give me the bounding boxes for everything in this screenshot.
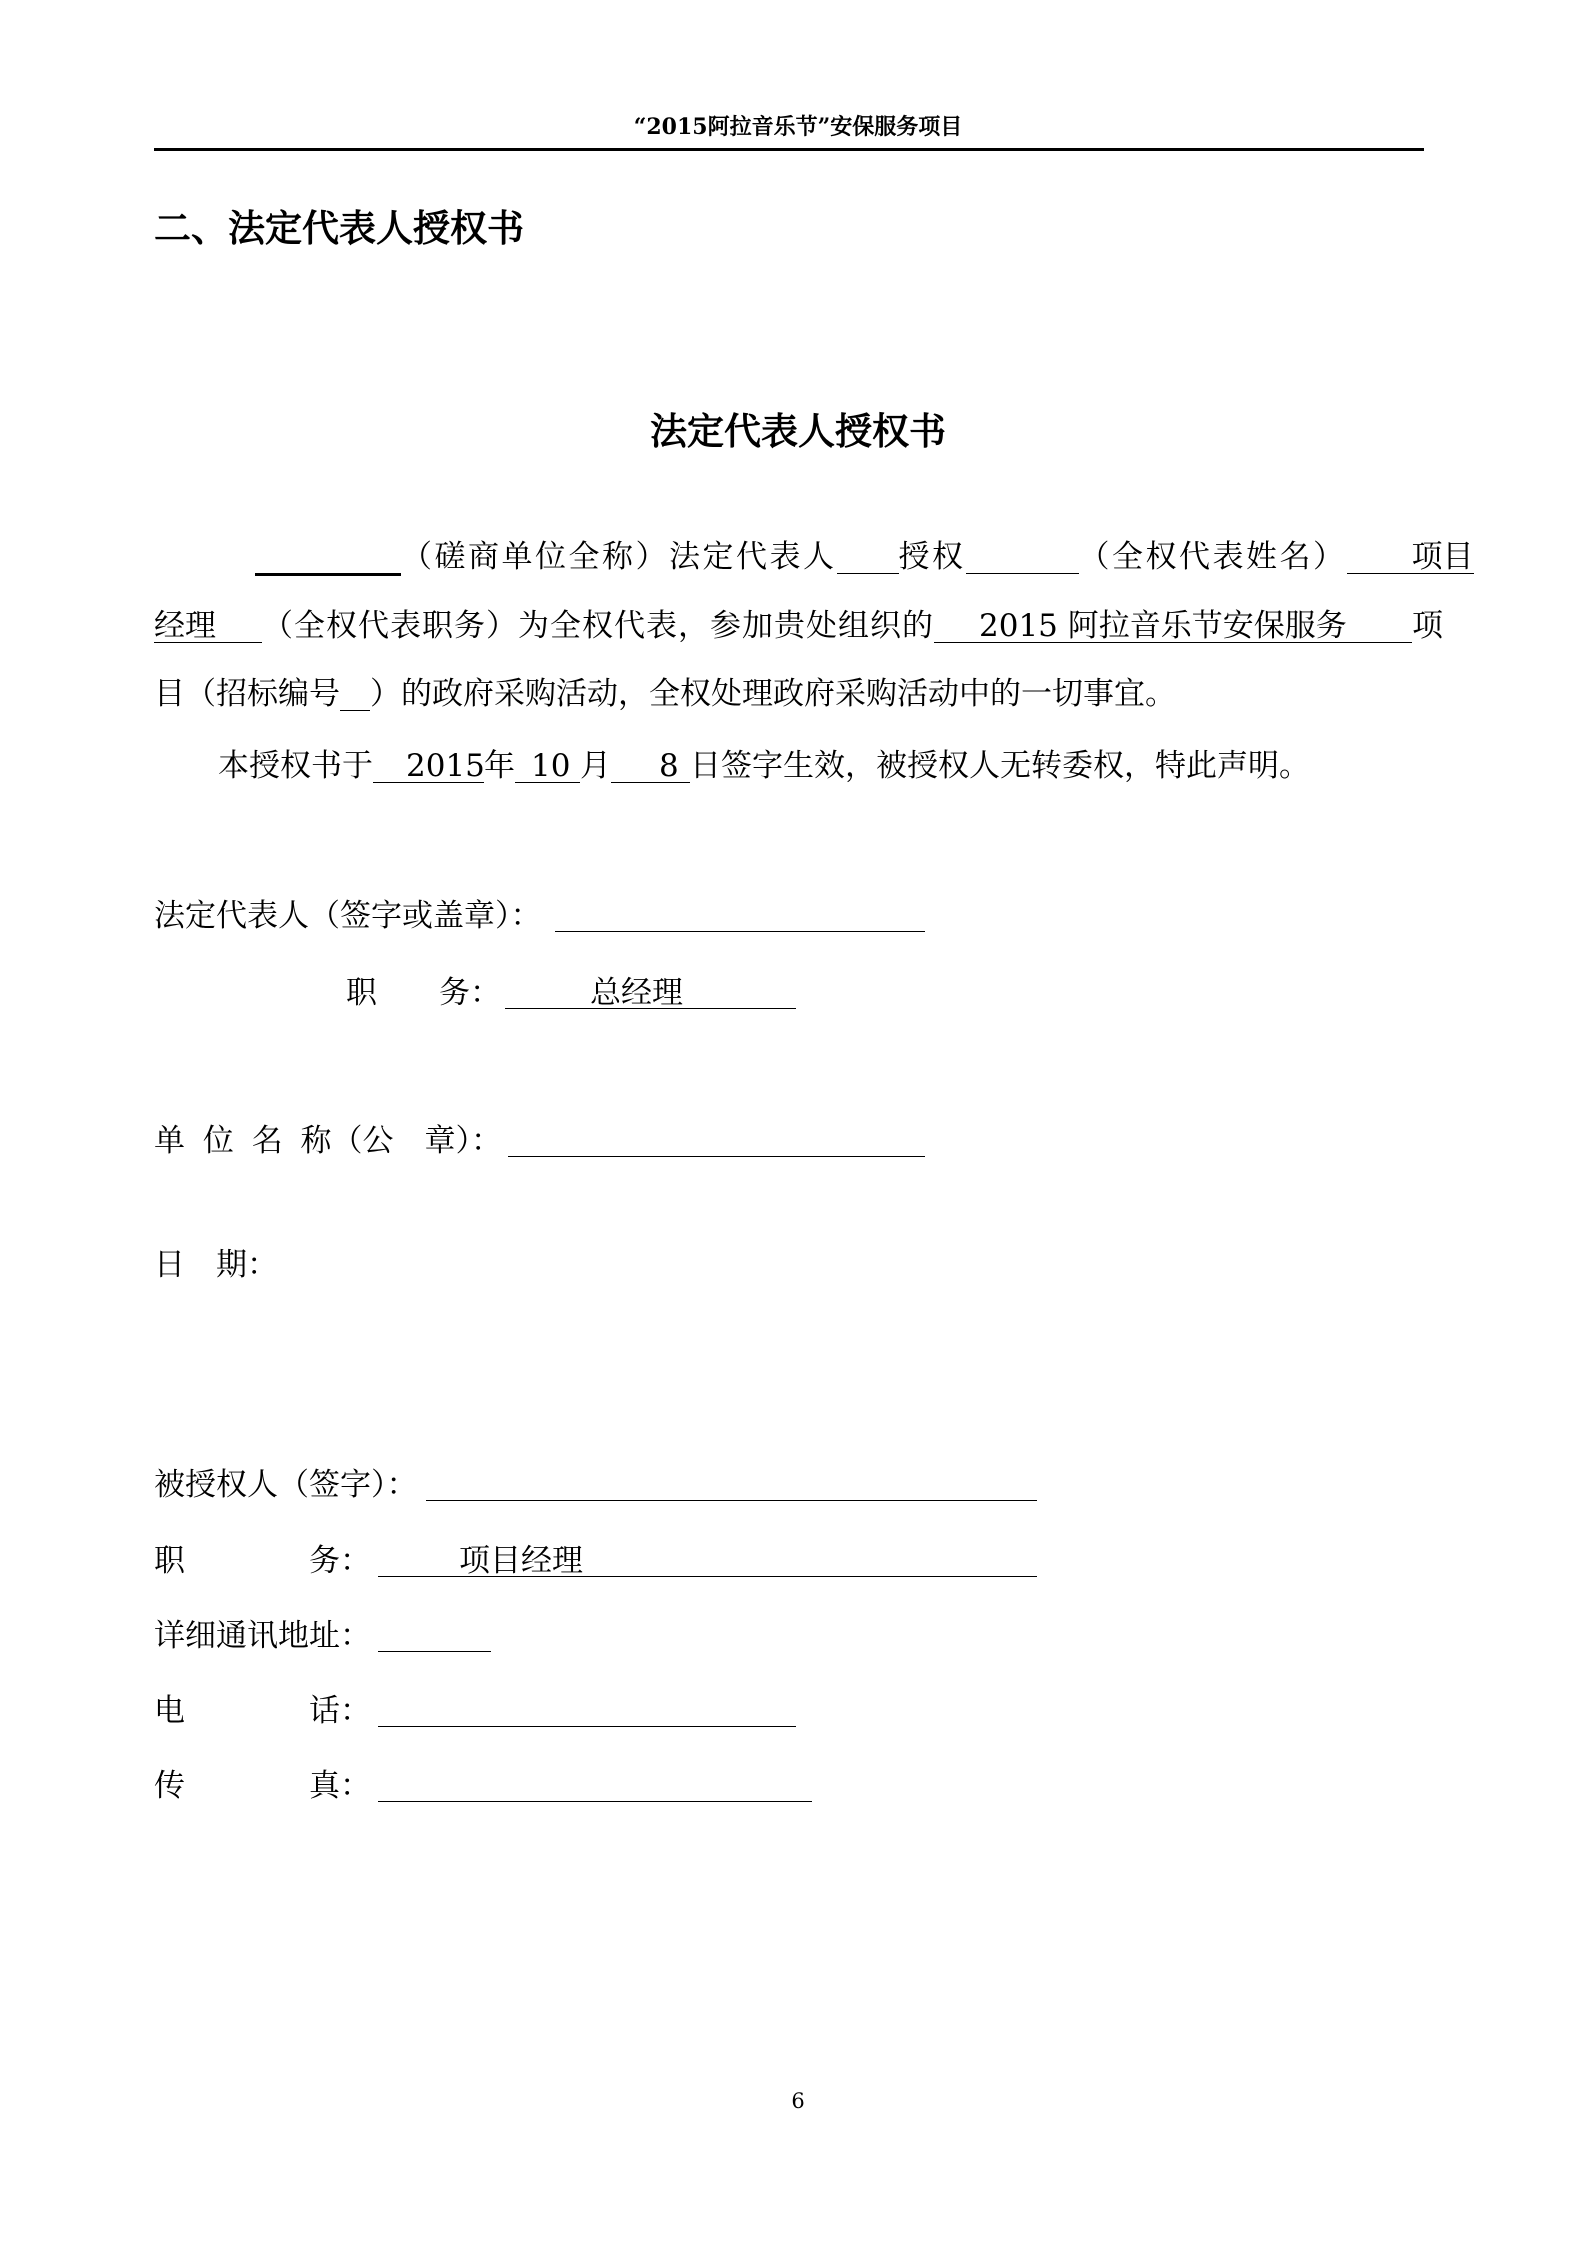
legal-rep-signature-line	[555, 893, 925, 932]
line2-text-b: 项	[1412, 608, 1444, 644]
month-field	[515, 748, 580, 784]
legal-rep-label: 法定代表人（签字或盖章）：	[154, 898, 542, 934]
line3-text-b: ）的政府采购活动，全权处理政府采购活动中的一切事宜。	[370, 676, 1176, 712]
phone-line	[378, 1688, 796, 1727]
month-value: 10	[531, 748, 571, 784]
line3-text-a: 目（招标编号	[154, 676, 340, 712]
unit-name-row	[0, 1118, 1587, 1164]
line2-text-a: （全权代表职务）为全权代表，参加贵处组织的	[262, 608, 934, 644]
authorized-title-value: 项目经理	[459, 1543, 583, 1579]
year-value: 2015	[406, 748, 485, 784]
legal-rep-title-field	[505, 970, 796, 1009]
tender-number-blank	[340, 679, 370, 711]
legal-rep-signature-row	[0, 893, 1587, 939]
section-heading: 二、法定代表人授权书	[154, 206, 524, 250]
legal-rep-title-row	[0, 970, 1587, 1016]
year-field	[373, 748, 485, 784]
date-row	[0, 1242, 1587, 1288]
line1-text-a: （磋商单位全称）法定代表人	[401, 539, 837, 575]
authorization-line-3	[154, 671, 1176, 717]
line1-text-b: 授权	[898, 539, 966, 575]
project-name-value: 2015 阿拉音乐节安保服务	[979, 608, 1347, 644]
running-header: “2015阿拉音乐节”安保服务项目	[633, 114, 963, 140]
day-value: 8	[659, 748, 679, 784]
authorization-line-1	[255, 534, 1474, 580]
line4-text-b: 日签字生效，被授权人无转委权，特此声明。	[690, 748, 1310, 784]
address-row	[0, 1613, 1587, 1659]
authorized-title-row	[0, 1538, 1587, 1584]
position-part1-value: 项目	[1411, 539, 1474, 575]
representative-position-field-part1	[1347, 539, 1474, 575]
project-name-field	[934, 608, 1412, 644]
year-unit: 年	[484, 748, 515, 784]
day-field	[611, 748, 690, 784]
month-unit: 月	[580, 748, 611, 784]
authorized-label: 被授权人（签字）：	[154, 1467, 418, 1503]
line1-text-c: （全权代表姓名）	[1078, 539, 1347, 575]
fax-row	[0, 1763, 1587, 1809]
phone-row	[0, 1688, 1587, 1734]
phone-label: 电 话：	[154, 1693, 371, 1729]
unit-seal-line	[508, 1118, 925, 1157]
date-label: 日 期：	[154, 1247, 278, 1283]
document-title: 法定代表人授权书	[650, 409, 946, 453]
page-number: 6	[791, 2089, 805, 2113]
fax-line	[378, 1763, 812, 1802]
legal-rep-title-label: 职 务：	[346, 975, 501, 1011]
address-label: 详细通讯地址：	[154, 1618, 371, 1654]
legal-rep-title-value: 总经理	[590, 975, 683, 1011]
authorized-signature-line	[426, 1462, 1037, 1501]
authorization-line-2	[154, 603, 1444, 649]
representative-position-field-part2	[154, 608, 262, 644]
authorized-signature-row	[0, 1462, 1587, 1508]
consultation-unit-blank	[255, 542, 401, 576]
position-part2-value: 经理	[154, 608, 216, 644]
line4-text-a: 本授权书于	[218, 748, 373, 784]
authorized-title-label: 职 务：	[154, 1543, 371, 1579]
legal-rep-name-blank	[837, 542, 899, 574]
authorized-title-field	[378, 1538, 1037, 1577]
address-line	[378, 1613, 491, 1652]
header-rule	[154, 148, 1424, 151]
fax-label: 传 真：	[154, 1768, 371, 1804]
representative-name-blank	[966, 542, 1079, 574]
unit-name-label: 单 位 名 称（公 章）：	[154, 1123, 503, 1159]
authorization-line-4	[218, 743, 1310, 789]
